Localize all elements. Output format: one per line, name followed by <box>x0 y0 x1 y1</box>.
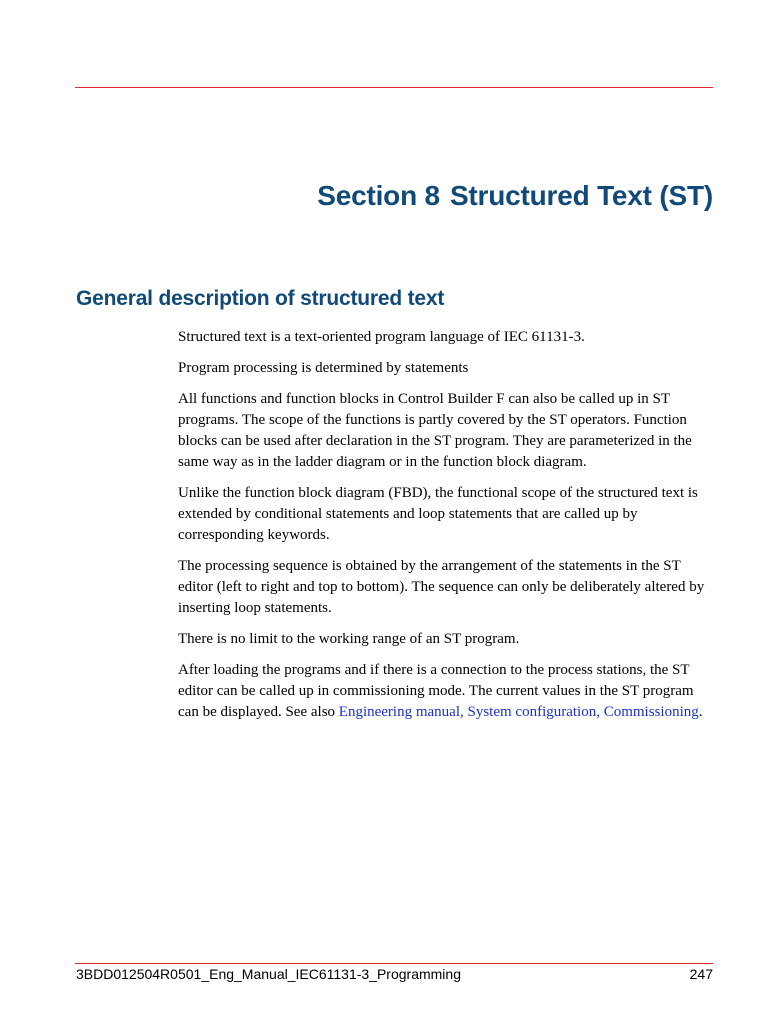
paragraph: The processing sequence is obtained by the arrangement of the statements in the ST editor (left to right and top to bottom). The sequence can only be deliberately altered by inserting loop statements. <box>178 558 705 616</box>
paragraph: There is no limit to the working range of an ST program. <box>178 631 520 647</box>
paragraph: Program processing is determined by statements <box>178 360 469 376</box>
footer-rule <box>75 963 713 964</box>
paragraph: Unlike the function block diagram (FBD), the functional scope of the structured text is extended by conditional statements and loop statements that are called up by corresponding keywords. <box>178 485 698 543</box>
paragraph-end: . <box>698 704 703 720</box>
footer-document-id: 3BDD012504R0501_Eng_Manual_IEC61131-3_Programming <box>76 966 461 982</box>
paragraph: All functions and function blocks in Control Builder F can also be called up in ST programs. The scope of the functions is partly covered by the ST operators. Function blocks can be used after declaration in the ST program. They are parameterized in the same way as in the ladder diagram or in the function block diagram. <box>178 391 692 470</box>
paragraph-text: After loading the programs and if there is a connection to the process stations, the ST editor can be called up in commissioning mode. The current values in the ST program can be displayed. See also <box>178 662 694 720</box>
paragraph <box>178 660 718 723</box>
section-number: Section 8 <box>317 180 440 211</box>
paragraph: Structured text is a text-oriented program language of IEC 61131-3. <box>178 329 585 345</box>
page-number: 247 <box>689 966 713 982</box>
header-rule <box>75 87 713 88</box>
section-title <box>317 180 713 212</box>
subheading: General description of structured text <box>76 287 445 310</box>
cross-reference-link[interactable]: Engineering manual, System configuration, Commissioning <box>338 704 699 720</box>
body-text <box>178 327 718 733</box>
section-title-text: Structured Text (ST) <box>449 180 713 211</box>
